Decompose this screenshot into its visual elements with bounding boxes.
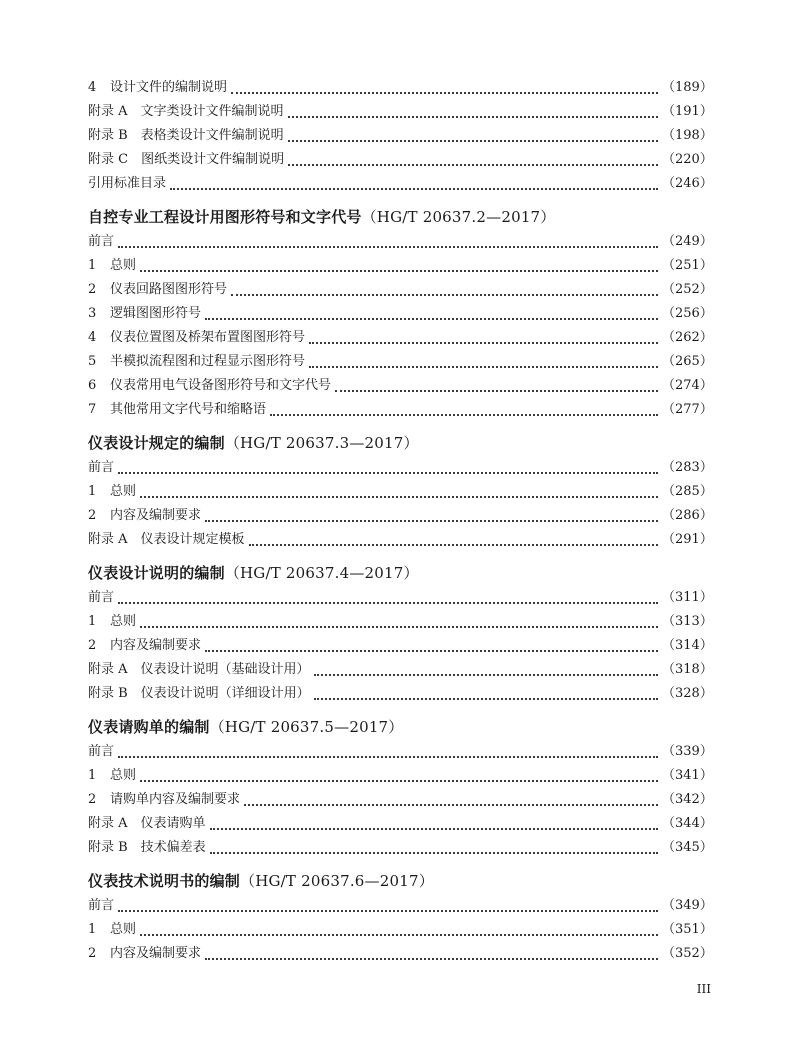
entry-page: （351） <box>662 922 713 937</box>
section-heading <box>88 714 710 740</box>
standard-code: （HG/T 20637.4—2017） <box>224 564 419 582</box>
entry-page: （339） <box>662 744 713 759</box>
entry-label <box>88 326 305 350</box>
entry-number: 4 <box>88 330 97 345</box>
dot-leader <box>205 956 658 960</box>
entry-label <box>88 610 136 634</box>
entry-number: 4 <box>88 80 97 95</box>
toc-entry[interactable] <box>88 788 713 812</box>
dot-leader <box>314 696 658 700</box>
entry-number: 1 <box>88 614 97 629</box>
entry-page: （246） <box>662 176 713 191</box>
entry-title: 附录 B 技术偏差表 <box>88 840 206 855</box>
entry-label <box>88 230 114 254</box>
toc-section <box>88 204 713 422</box>
toc-entry[interactable] <box>88 634 713 658</box>
toc-entry[interactable] <box>88 480 713 504</box>
toc-section <box>88 430 713 552</box>
dot-leader <box>288 162 658 166</box>
entry-label <box>88 302 201 326</box>
entry-title: 附录 A 文字类设计文件编制说明 <box>88 104 284 119</box>
toc-section <box>88 76 713 196</box>
dot-leader <box>210 850 658 854</box>
entry-number: 2 <box>88 508 97 523</box>
entry-title: 总则 <box>110 258 137 273</box>
toc-entry[interactable] <box>88 504 713 528</box>
toc-section <box>88 714 713 860</box>
entry-label <box>88 456 114 480</box>
entry-title: 总则 <box>110 922 137 937</box>
entry-title: 仪表位置图及桥架布置图图形符号 <box>110 330 306 345</box>
toc-entry[interactable] <box>88 764 713 788</box>
section-title: 仪表技术说明书的编制 <box>88 872 241 890</box>
entry-page: （318） <box>662 662 713 677</box>
toc-entry[interactable] <box>88 740 713 764</box>
entry-title: 附录 B 表格类设计文件编制说明 <box>88 128 284 143</box>
entry-page: （252） <box>662 282 713 297</box>
entry-number: 1 <box>88 768 97 783</box>
entry-title: 附录 A 仪表请购单 <box>88 816 206 831</box>
dot-leader <box>118 600 658 604</box>
entry-label <box>88 918 136 942</box>
entry-label <box>88 764 136 788</box>
entry-label <box>88 76 227 100</box>
entry-page: （274） <box>662 378 713 393</box>
entry-number: 1 <box>88 258 97 273</box>
entry-title: 总则 <box>110 768 137 783</box>
entry-page: （251） <box>662 258 713 273</box>
entry-label <box>88 124 284 148</box>
toc-entry[interactable] <box>88 124 713 148</box>
entry-number: 5 <box>88 354 97 369</box>
section-title: 仪表请购单的编制 <box>88 718 210 736</box>
section-heading <box>88 204 710 230</box>
entry-page: （345） <box>662 840 713 855</box>
section-heading <box>88 868 710 894</box>
dot-leader <box>118 908 658 912</box>
entry-label <box>88 812 206 836</box>
toc-entry[interactable] <box>88 586 713 610</box>
entry-label <box>88 504 201 528</box>
entry-page: （313） <box>662 614 713 629</box>
entry-number: 2 <box>88 282 97 297</box>
dot-leader <box>210 826 658 830</box>
entry-page: （189） <box>662 80 713 95</box>
entry-page: （191） <box>662 104 713 119</box>
entry-title: 仪表回路图图形符号 <box>110 282 228 297</box>
entry-page: （265） <box>662 354 713 369</box>
section-heading <box>88 560 710 586</box>
entry-title: 附录 C 图纸类设计文件编制说明 <box>88 152 285 167</box>
toc-entry[interactable] <box>88 398 713 422</box>
entry-label <box>88 148 284 172</box>
entry-label <box>88 398 266 422</box>
entry-label <box>88 172 166 196</box>
entry-number: 7 <box>88 402 97 417</box>
entry-title: 半模拟流程图和过程显示图形符号 <box>110 354 306 369</box>
dot-leader <box>205 518 658 522</box>
entry-title: 总则 <box>110 614 137 629</box>
dot-leader <box>118 470 658 474</box>
toc-entry[interactable] <box>88 918 713 942</box>
toc-entry[interactable] <box>88 100 713 124</box>
entry-page: （328） <box>662 686 713 701</box>
entry-label <box>88 100 284 124</box>
entry-page: （249） <box>662 234 713 249</box>
entry-number: 1 <box>88 484 97 499</box>
toc-entry[interactable] <box>88 682 713 706</box>
entry-label <box>88 788 240 812</box>
toc-entry[interactable] <box>88 610 713 634</box>
entry-label <box>88 740 114 764</box>
entry-label <box>88 374 331 398</box>
entry-number: 2 <box>88 946 97 961</box>
entry-page: （283） <box>662 460 713 475</box>
toc-entry[interactable] <box>88 172 713 196</box>
entry-page: （311） <box>662 590 713 605</box>
dot-leader <box>244 802 658 806</box>
toc-entry[interactable] <box>88 836 713 860</box>
entry-number: 2 <box>88 792 97 807</box>
entry-label <box>88 278 227 302</box>
entry-page: （256） <box>662 306 713 321</box>
dot-leader <box>140 624 658 628</box>
dot-leader <box>288 114 658 118</box>
entry-title: 其他常用文字代号和缩略语 <box>110 402 267 417</box>
entry-title: 设计文件的编制说明 <box>110 80 228 95</box>
entry-title: 请购单内容及编制要求 <box>110 792 241 807</box>
dot-leader <box>314 672 658 676</box>
entry-number: 3 <box>88 306 97 321</box>
entry-label <box>88 836 206 860</box>
entry-label <box>88 634 201 658</box>
entry-page: （291） <box>662 532 713 547</box>
dot-leader <box>270 412 658 416</box>
dot-leader <box>309 340 658 344</box>
entry-page: （314） <box>662 638 713 653</box>
dot-leader <box>249 542 658 546</box>
entry-title: 内容及编制要求 <box>110 638 202 653</box>
toc-entry[interactable] <box>88 456 713 480</box>
toc-section <box>88 560 713 706</box>
toc-entry[interactable] <box>88 148 713 172</box>
toc-entry[interactable] <box>88 812 713 836</box>
toc-entry[interactable] <box>88 350 713 374</box>
dot-leader <box>140 494 658 498</box>
entry-title: 仪表常用电气设备图形符号和文字代号 <box>110 378 332 393</box>
standard-code: （HG/T 20637.6—2017） <box>240 872 434 890</box>
entry-page: （286） <box>662 508 713 523</box>
entry-title: 逻辑图图形符号 <box>110 306 202 321</box>
toc-entry[interactable] <box>88 302 713 326</box>
toc-entry[interactable] <box>88 528 713 552</box>
section-title: 仪表设计说明的编制 <box>88 564 225 582</box>
entry-number: 2 <box>88 638 97 653</box>
entry-page: （277） <box>662 402 713 417</box>
entry-page: （352） <box>662 946 713 961</box>
entry-page: （198） <box>662 128 713 143</box>
entry-title: 内容及编制要求 <box>110 508 202 523</box>
entry-label <box>88 894 114 918</box>
entry-label <box>88 586 114 610</box>
toc-section <box>88 868 713 966</box>
toc-entry[interactable] <box>88 942 713 966</box>
entry-title: 前言 <box>88 590 115 605</box>
page-number: III <box>696 982 711 996</box>
entry-title: 前言 <box>88 744 115 759</box>
entry-label <box>88 350 305 374</box>
section-heading <box>88 430 710 456</box>
entry-page: （220） <box>662 152 713 167</box>
entry-number: 1 <box>88 922 97 937</box>
entry-title: 附录 A 仪表设计规定模板 <box>88 532 245 547</box>
entry-page: （344） <box>662 816 713 831</box>
toc-entry[interactable] <box>88 230 713 254</box>
section-title: 自控专业工程设计用图形符号和文字代号 <box>88 208 362 226</box>
standard-code: （HG/T 20637.3—2017） <box>224 434 419 452</box>
entry-page: （341） <box>662 768 713 783</box>
toc-entry[interactable] <box>88 326 713 350</box>
standard-code: （HG/T 20637.5—2017） <box>209 718 404 736</box>
toc-entry[interactable] <box>88 278 713 302</box>
entry-page: （262） <box>662 330 713 345</box>
entry-label <box>88 480 136 504</box>
entry-title: 附录 B 仪表设计说明（详细设计用） <box>88 686 310 701</box>
dot-leader <box>335 388 658 392</box>
toc-entry[interactable] <box>88 658 713 682</box>
entry-label <box>88 942 201 966</box>
entry-label <box>88 254 136 278</box>
dot-leader <box>140 268 658 272</box>
dot-leader <box>170 186 658 190</box>
entry-title: 附录 A 仪表设计说明（基础设计用） <box>88 662 310 677</box>
entry-title: 内容及编制要求 <box>110 946 202 961</box>
entry-label <box>88 528 245 552</box>
dot-leader <box>309 364 658 368</box>
standard-code: （HG/T 20637.2—2017） <box>361 208 556 226</box>
dot-leader <box>140 932 658 936</box>
dot-leader <box>231 90 658 94</box>
entry-title: 引用标准目录 <box>88 176 167 191</box>
toc-entry[interactable] <box>88 374 713 398</box>
toc-entry[interactable] <box>88 894 713 918</box>
entry-label <box>88 682 310 706</box>
section-title: 仪表设计规定的编制 <box>88 434 225 452</box>
entry-title: 前言 <box>88 234 115 249</box>
toc-entry[interactable] <box>88 254 713 278</box>
dot-leader <box>118 754 658 758</box>
entry-page: （342） <box>662 792 713 807</box>
dot-leader <box>205 648 658 652</box>
entry-title: 总则 <box>110 484 137 499</box>
dot-leader <box>205 316 658 320</box>
table-of-contents <box>88 76 713 966</box>
entry-page: （285） <box>662 484 713 499</box>
entry-title: 前言 <box>88 460 115 475</box>
dot-leader <box>288 138 658 142</box>
entry-page: （349） <box>662 898 713 913</box>
dot-leader <box>231 292 658 296</box>
dot-leader <box>140 778 658 782</box>
entry-number: 6 <box>88 378 97 393</box>
entry-title: 前言 <box>88 898 115 913</box>
toc-entry[interactable] <box>88 76 713 100</box>
entry-label <box>88 658 310 682</box>
dot-leader <box>118 244 658 248</box>
